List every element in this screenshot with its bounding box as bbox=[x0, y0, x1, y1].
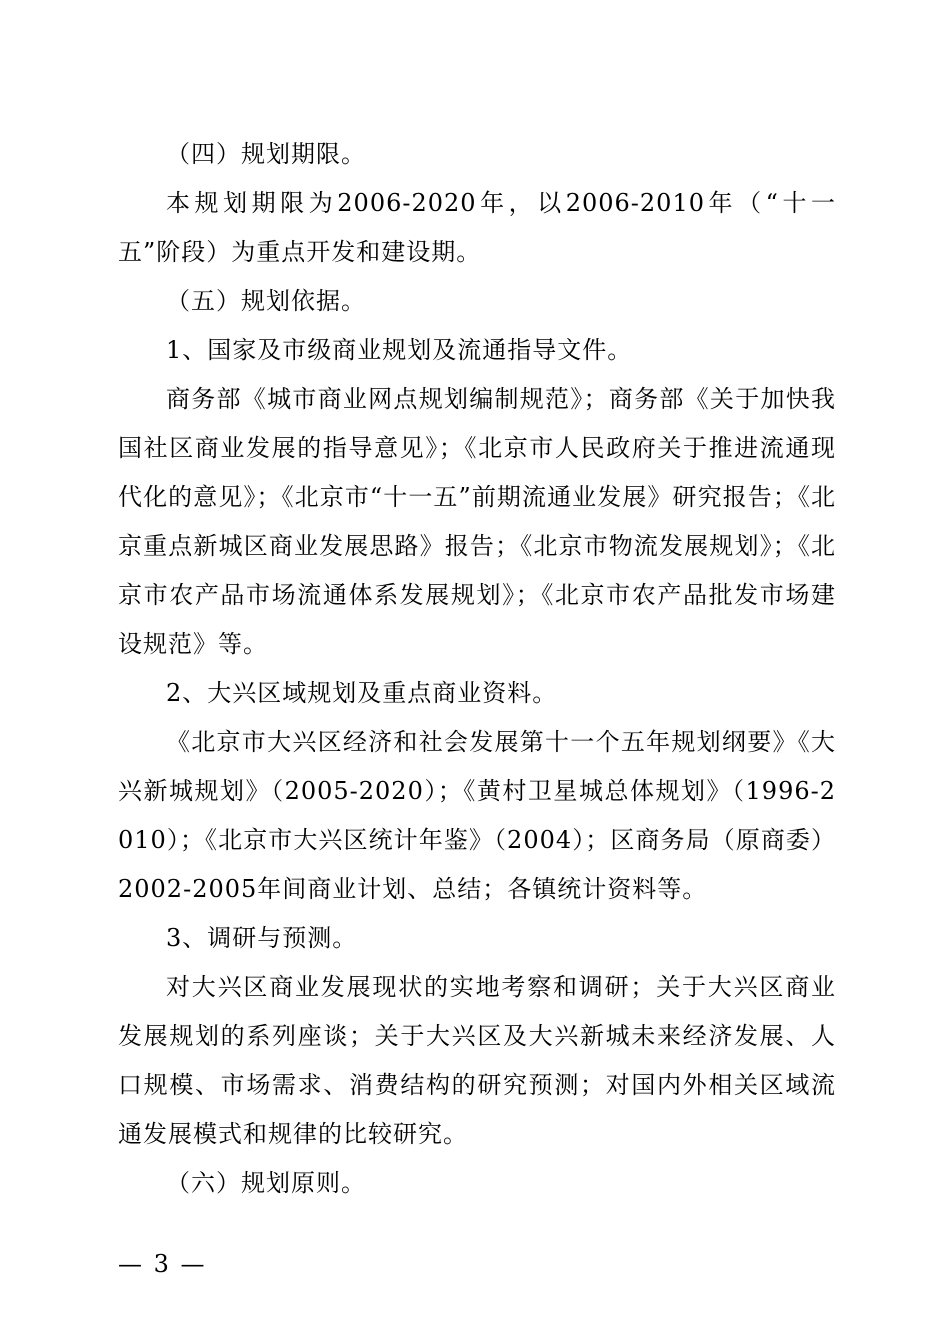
subheading-national-documents: 1、国家及市级商业规划及流通指导文件。 bbox=[166, 336, 633, 364]
page-number: — 3 — bbox=[118, 1250, 207, 1278]
paragraph-daxing-materials: 《北京市大兴区经济和社会发展第十一个五年规划纲要》《大兴新城规划》（2005-2020）；《黄村卫星城总体规划》（1996-2010）；《北京市大兴区统计年鉴》（2004）；区商务局（原商委）2002-2005年间商业计划、总结；各镇统计资料等。 bbox=[118, 728, 836, 903]
paragraph-national-documents: 商务部《城市商业网点规划编制规范》；商务部《关于加快我国社区商业发展的指导意见》；《北京市人民政府关于推进流通现代化的意见》；《北京市“十一五”前期流通业发展》研究报告；《北京重点新城区商业发展思路》报告；《北京市物流发展规划》；《北京市农产品市场流通体系发展规划》；《北京市农产品批发市场建设规范》等。 bbox=[118, 385, 836, 658]
paragraph-planning-period: 本规划期限为2006-2020年，以2006-2010年（“十一五”阶段）为重点开发和建设期。 bbox=[118, 189, 836, 266]
section-heading-planning-period: （四）规划期限。 bbox=[166, 140, 366, 168]
section-heading-planning-basis: （五）规划依据。 bbox=[166, 287, 366, 315]
document-body bbox=[118, 130, 836, 1208]
subheading-research-forecast: 3、调研与预测。 bbox=[166, 924, 358, 952]
subheading-daxing-materials: 2、大兴区域规划及重点商业资料。 bbox=[166, 679, 558, 707]
section-heading-planning-principles: （六）规划原则。 bbox=[166, 1169, 366, 1197]
paragraph-research-forecast: 对大兴区商业发展现状的实地考察和调研；关于大兴区商业发展规划的系列座谈；关于大兴区及大兴新城未来经济发展、人口规模、市场需求、消费结构的研究预测；对国内外相关区域流通发展模式和规律的比较研究。 bbox=[118, 973, 836, 1148]
